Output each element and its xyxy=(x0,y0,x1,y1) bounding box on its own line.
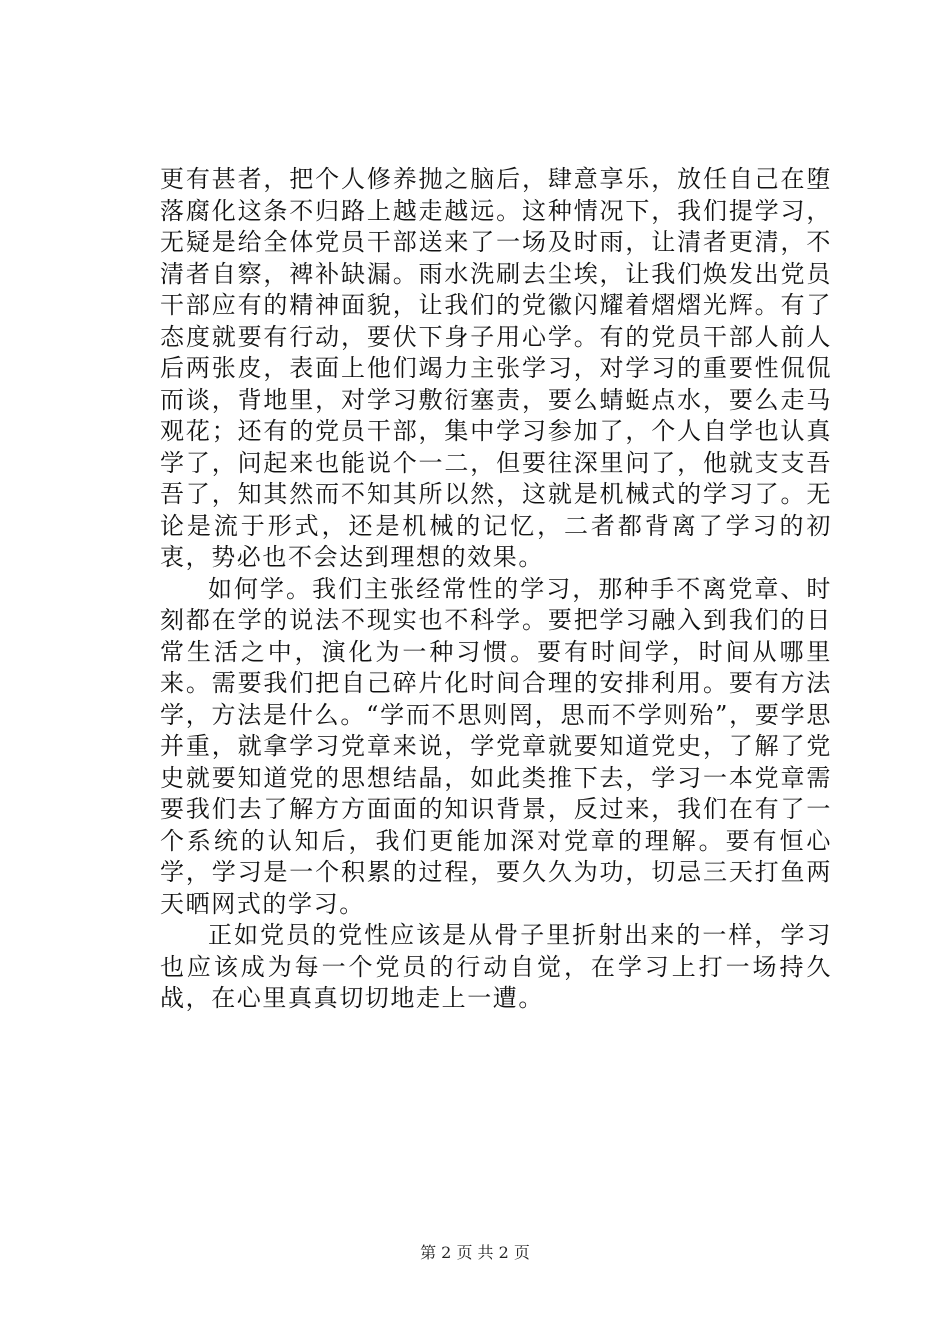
page-number-footer: 第 2 页 共 2 页 xyxy=(420,1243,530,1262)
paragraph-continuation: 更有甚者，把个人修养抛之脑后，肆意享乐，放任自己在堕落腐化这条不归路上越走越远。这种情况下，我们提学习，无疑是给全体党员干部送来了一场及时雨，让清者更清，不清者自察，裨补缺漏。雨水洗刷去尘埃，让我们焕发出党员干部应有的精神面貌，让我们的党徽闪耀着熠熠光辉。有了态度就要有行动，要伏下身子用心学。有的党员干部人前人后两张皮，表面上他们竭力主张学习，对学习的重要性侃侃而谈，背地里，对学习敷衍塞责，要么蜻蜓点水，要么走马观花；还有的党员干部，集中学习参加了，个人自学也认真学了，问起来也能说个一二，但要往深里问了，他就支支吾吾了，知其然而不知其所以然，这就是机械式的学习了。无论是流于形式，还是机械的记忆，二者都背离了学习的初衷，势必也不会达到理想的效果。 xyxy=(160,165,832,571)
document-body xyxy=(160,164,832,1015)
paragraph-conclusion: 正如党员的党性应该是从骨子里折射出来的一样，学习也应该成为每一个党员的行动自觉，在学习上打一场持久战，在心里真真切切地走上一遭。 xyxy=(160,921,832,1012)
paragraph-how-to-learn: 如何学。我们主张经常性的学习，那种手不离党章、时刻都在学的说法不现实也不科学。要把学习融入到我们的日常生活之中，演化为一种习惯。要有时间学，时间从哪里来。需要我们把自己碎片化时间合理的安排利用。要有方法学，方法是什么。“学而不思则罔，思而不学则殆”，要学思并重，就拿学习党章来说，学党章就要知道党史，了解了党史就要知道党的思想结晶，如此类推下去，学习一本党章需要我们去了解方方面面的知识背景，反过来，我们在有了一个系统的认知后，我们更能加深对党章的理解。要有恒心学，学习是一个积累的过程，要久久为功，切忌三天打鱼两天晒网式的学习。 xyxy=(160,574,832,918)
